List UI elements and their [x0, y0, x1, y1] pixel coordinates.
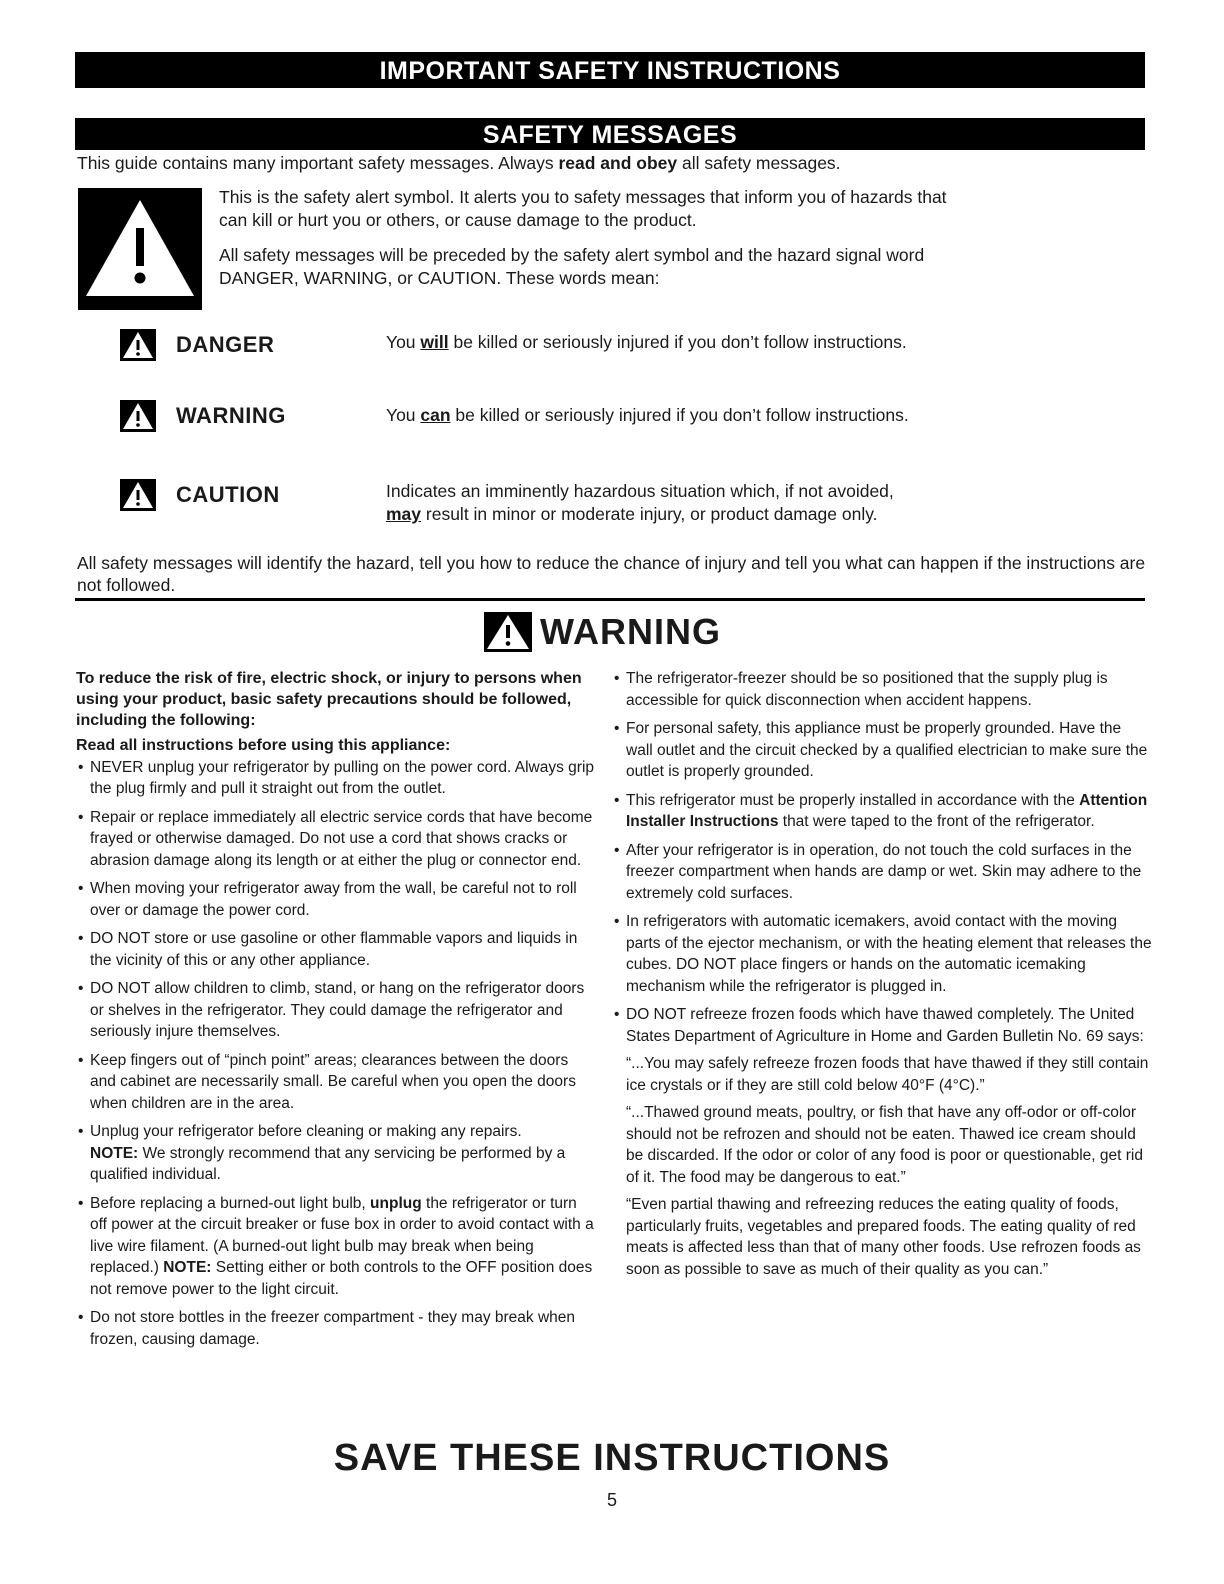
save-instructions-heading: SAVE THESE INSTRUCTIONS	[333, 1437, 891, 1479]
caution-post: result in minor or moderate injury, or product damage only.	[421, 504, 878, 524]
list-item: • DO NOT refreeze frozen foods which have thawed completely. The United States Department of Agriculture in Home and Garden Bulletin No. 69 says:	[612, 1004, 1152, 1047]
b7-note-label: NOTE:	[90, 1144, 139, 1162]
list-item: • NEVER unplug your refrigerator by pulling on the power cord. Always grip the plug firmly and pull it straight out from the outlet.	[76, 757, 596, 800]
main-title-banner	[75, 52, 1145, 88]
main-title: IMPORTANT SAFETY INSTRUCTIONS	[379, 57, 841, 85]
intro-bold: read and obey	[558, 153, 678, 173]
warning-word: WARNING	[176, 403, 286, 428]
warning-alert-icon	[120, 400, 156, 432]
quote-2: “...Thawed ground meats, poultry, or fish that have any off-odor or off-color should not be refrozen and should not be eaten. Thawed ice cream should be discarded. If the odor or color of any food is poor or questionable, get rid of it. The food may be dangerous to eat.”	[626, 1104, 1143, 1186]
section-divider	[75, 598, 1145, 601]
b8-bold: unplug	[370, 1194, 422, 1212]
warning-pre: You	[386, 405, 421, 425]
b8-mid: the refrigerator or turn off power at the circuit breaker or fuse box in order to avoid contact with a live wire filament. (A burned-out light bulb may break when being replaced.)	[90, 1194, 594, 1276]
danger-label	[120, 329, 274, 361]
list-item: • Do not store bottles in the freezer compartment - they may break when frozen, causing damage.	[76, 1307, 596, 1350]
intro-post: all safety messages.	[677, 153, 841, 173]
section-title: SAFETY MESSAGES	[482, 121, 738, 149]
safety-alert-triangle-icon	[78, 188, 202, 310]
warning-text	[386, 404, 909, 427]
warning-label	[120, 400, 286, 432]
caution-text	[386, 480, 894, 526]
b8-note-label: NOTE:	[163, 1259, 212, 1276]
left-lead2: Read all instructions before using this appliance:	[76, 737, 451, 754]
b8-pre: Before replacing a burned-out light bulb,	[90, 1194, 371, 1212]
list-item	[76, 1193, 596, 1301]
list-item	[612, 790, 1152, 833]
b7-text: Unplug your refrigerator before cleaning or making any repairs.	[90, 1123, 522, 1140]
list-item: • After your refrigerator is in operation, do not touch the cold surfaces in the freezer compartment when hands are damp or wet. Skin may adhere to the extremely cold surfaces.	[612, 840, 1152, 905]
danger-alert-icon	[120, 329, 156, 361]
right-column	[612, 668, 1152, 1280]
caution-alert-icon	[120, 479, 156, 511]
danger-post: be killed or seriously injured if you don’t follow instructions.	[448, 332, 907, 352]
b7-note: We strongly recommend that any servicing be performed by a qualified individual.	[90, 1144, 566, 1183]
danger-pre: You	[386, 332, 421, 352]
caution-line1: Indicates an imminently hazardous situation which, if not avoided,	[386, 481, 894, 501]
page-number: 5	[606, 1490, 617, 1510]
r-b3-post: that were taped to the front of the refrigerator.	[778, 813, 1095, 830]
list-item: • The refrigerator-freezer should be so positioned that the supply plug is accessible for quick disconnection when accident happens.	[612, 668, 1152, 711]
left-column	[76, 668, 596, 1350]
all-messages-text: All safety messages will identify the hazard, tell you how to reduce the chance of injury and tell you what can happen if the instructions are not followed.	[77, 553, 1146, 595]
r-b3-bold: Attention Installer Instructions	[626, 791, 1148, 830]
intro-pre: This guide contains many important safety messages. Always	[77, 153, 559, 173]
intro-text	[77, 153, 841, 174]
danger-text	[386, 331, 907, 354]
list-item: • DO NOT store or use gasoline or other flammable vapors and liquids in the vicinity of this or any other appliance.	[76, 928, 596, 971]
warning-key: can	[420, 405, 451, 425]
list-item: • In refrigerators with automatic icemakers, avoid contact with the moving parts of the ejector mechanism, or with the heating element that releases the cubes. DO NOT place fingers or hands on the automatic icemaking mechanism while the refrigerator is plugged in.	[612, 911, 1152, 997]
alert-para-1: This is the safety alert symbol. It alerts you to safety messages that inform you of hazards that can kill or hurt you or others, or cause damage to the product.	[219, 187, 947, 230]
danger-word: DANGER	[176, 332, 275, 357]
list-item: • Keep fingers out of “pinch point” areas; clearances between the doors and cabinet are necessarily small. Be careful when you open the doors when children are in the area.	[76, 1050, 596, 1115]
list-item: • When moving your refrigerator away from the wall, be careful not to roll over or damage the power cord.	[76, 878, 596, 921]
warning-heading-text: WARNING	[540, 611, 721, 652]
quote-1: “...You may safely refreeze frozen foods that have thawed if they still contain ice crystals or if they are still cold below 40°F (4°C).”	[626, 1055, 1149, 1094]
caution-label	[120, 479, 280, 511]
list-item: • DO NOT allow children to climb, stand, or hang on the refrigerator doors or shelves in the refrigerator. They could damage the refrigerator and seriously injure themselves.	[76, 978, 596, 1043]
quote-3: “Even partial thawing and refreezing reduces the eating quality of foods, particularly fruits, vegetables and prepared foods. The eating quality of red meats is affected less than that of many other foods. Use refrozen foods as soon as possible to save as much of their quality as you can.”	[626, 1196, 1141, 1278]
caution-word: CAUTION	[176, 482, 280, 507]
warning-heading-alert-icon	[484, 612, 532, 652]
caution-key: may	[386, 504, 422, 524]
left-lead: To reduce the risk of fire, electric shock, or injury to persons when using your product, basic safety precautions should be followed, including the following:	[76, 670, 582, 729]
warning-post: be killed or seriously injured if you don’t follow instructions.	[450, 405, 909, 425]
list-item	[76, 1121, 596, 1186]
r-b3-pre: This refrigerator must be properly installed in accordance with the	[626, 791, 1080, 809]
danger-key: will	[420, 332, 449, 352]
warning-heading	[484, 612, 721, 652]
list-item: • Repair or replace immediately all electric service cords that have become frayed or otherwise damaged. Do not use a cord that shows cracks or abrasion damage along its length or at either the plug or connector end.	[76, 807, 596, 872]
list-item: • For personal safety, this appliance must be properly grounded. Have the wall outlet and the circuit checked by a qualified electrician to make sure the outlet is properly grounded.	[612, 718, 1152, 783]
section-title-banner	[75, 118, 1145, 150]
alert-para-2: All safety messages will be preceded by the safety alert symbol and the hazard signal word DANGER, WARNING, or CAUTION. These words mean:	[219, 245, 925, 288]
b8-post: Setting either or both controls to the OFF position does not remove power to the light circuit.	[90, 1259, 593, 1298]
